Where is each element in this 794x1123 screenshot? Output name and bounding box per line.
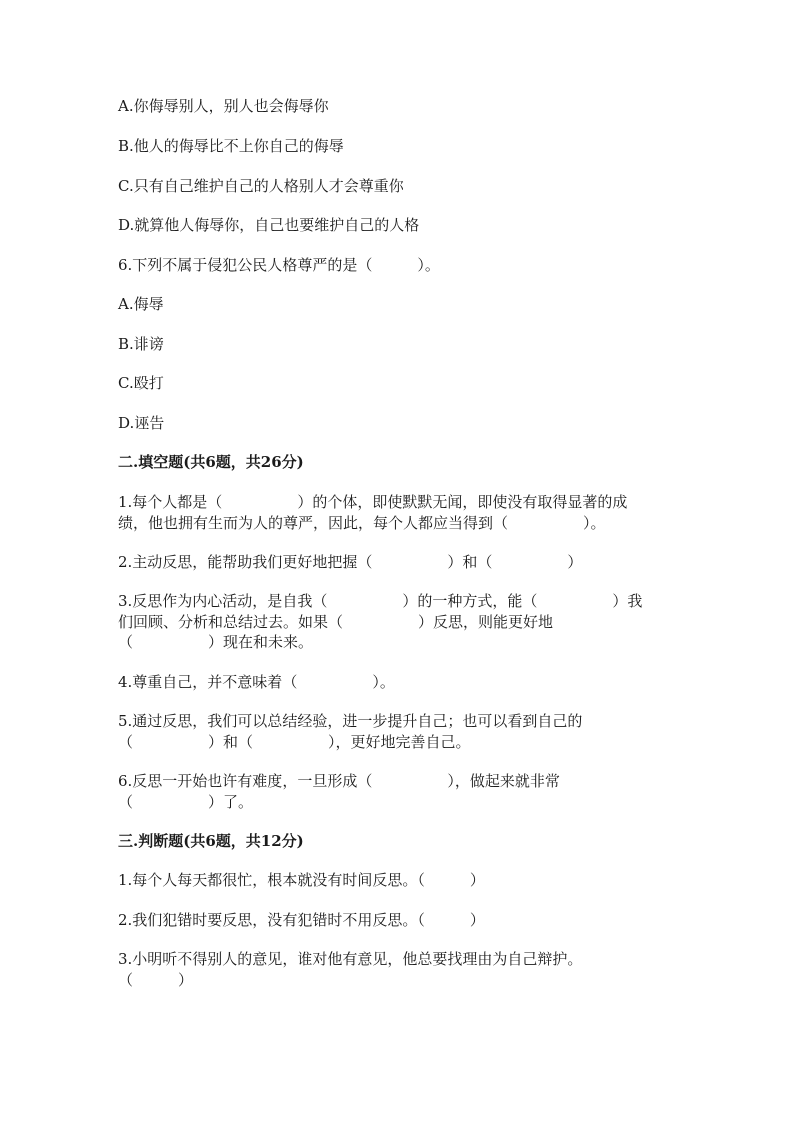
fill-q3-line3: （ ）现在和未来。 [118,633,314,651]
fill-q5-line1: 5.通过反思，我们可以总结经验，进一步提升自己；也可以看到自己的 [118,712,583,730]
fill-q1-line2: 绩，他也拥有生而为人的尊严，因此，每个人都应当得到（ ）。 [118,514,606,532]
section3-heading: 三.判断题(共6题，共12分) [118,832,304,850]
judge-q3-line2: （ ） [118,971,194,989]
fill-q3-line2: 们回顾、分析和总结过去。如果（ ）反思，则能更好地 [118,613,554,631]
section2-heading: 二.填空题(共6题，共26分) [118,453,304,471]
fill-q5-line2: （ ）和（ ），更好地完善自己。 [118,733,471,751]
fill-q2: 2.主动反思，能帮助我们更好地把握（ ）和（ ） [118,553,583,571]
fill-q6-line1: 6.反思一开始也许有难度，一旦形成（ ），做起来就非常 [118,772,560,790]
judge-q2: 2.我们犯错时要反思，没有犯错时不用反思。（ ） [118,911,485,929]
q6-option-a: A.侮辱 [118,295,164,313]
fill-q4: 4.尊重自己，并不意味着（ ）。 [118,673,395,691]
q6-question: 6.下列不属于侵犯公民人格尊严的是（ ）。 [118,256,440,274]
q6-option-c: C.殴打 [118,374,164,392]
judge-q3-line1: 3.小明听不得别人的意见，谁对他有意见，他总要找理由为自己辩护。 [118,950,583,968]
fill-q1-line1: 1.每个人都是（ ）的个体，即使默默无闻，即使没有取得显著的成 [118,493,628,511]
judge-q1: 1.每个人每天都很忙，根本就没有时间反思。（ ） [118,871,485,889]
fill-q3-line1: 3.反思作为内心活动，是自我（ ）的一种方式，能（ ）我 [118,592,643,610]
q5-option-a: A.你侮辱别人，别人也会侮辱你 [118,97,329,115]
q5-option-d: D.就算他人侮辱你，自己也要维护自己的人格 [118,216,420,234]
q6-option-d: D.诬告 [118,414,165,432]
q5-option-b: B.他人的侮辱比不上你自己的侮辱 [118,137,344,155]
q5-option-c: C.只有自己维护自己的人格别人才会尊重你 [118,177,404,195]
q6-option-b: B.诽谤 [118,335,164,353]
fill-q6-line2: （ ）了。 [118,793,254,811]
